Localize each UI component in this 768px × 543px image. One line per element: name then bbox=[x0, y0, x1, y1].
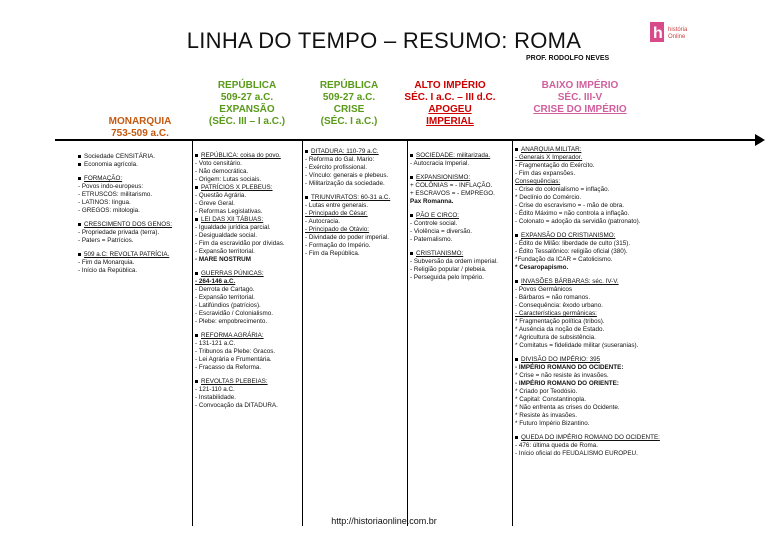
list-item: - Povos indo-europeus: bbox=[78, 183, 144, 190]
bullet-heading: QUEDA DO IMPÉRIO ROMANO DO OCIDENTE: bbox=[515, 434, 685, 442]
column-alto-imperio bbox=[410, 152, 512, 282]
column-republica-crise bbox=[305, 148, 407, 258]
list-item: - Fim das expansões. bbox=[515, 170, 576, 177]
list-item: - Povos Germânicos bbox=[515, 286, 573, 293]
bullet-heading: EXPANSÃO DO CRISTIANISMO: bbox=[515, 232, 685, 240]
list-item: - Fragmentação do Exército. bbox=[515, 162, 595, 169]
period-sub2: (SÉC. III – I a.C.) bbox=[208, 116, 286, 127]
list-item: - Voto censitário. bbox=[195, 160, 242, 167]
svg-text:h: h bbox=[653, 25, 663, 42]
list-item: - Édito de Milão: liberdade de culto (315). bbox=[515, 240, 631, 247]
list-item: - Colonato = adoção da servidão (patronato). bbox=[515, 218, 641, 225]
list-item: - Divindade do poder imperial. bbox=[305, 234, 390, 241]
bullet-heading: REPÚBLICA: coisa do povo. bbox=[195, 152, 301, 160]
list-item: * Cesaropapismo. bbox=[515, 264, 569, 271]
list-item: - 131-121 a.C. bbox=[195, 340, 236, 347]
footer-url[interactable]: http://historiaonline.com.br bbox=[331, 516, 437, 526]
list-item: - Fracasso da Reforma. bbox=[195, 364, 262, 371]
column-republica-expansao bbox=[195, 152, 301, 410]
period-alto-imperio bbox=[390, 80, 510, 128]
list-item: - Subversão da ordem imperial. bbox=[410, 258, 498, 265]
list-item: - Crise do escravismo = - mão de obra. bbox=[515, 202, 625, 209]
period-monarquia bbox=[90, 116, 190, 140]
period-dates: 509-27 a.C. bbox=[322, 92, 376, 103]
list-item: * Criado por Teodósio. bbox=[515, 388, 578, 395]
list-item: - Principado de César: bbox=[305, 210, 368, 217]
list-item: - Início da República. bbox=[78, 267, 138, 274]
list-item: - Escravidão / Colonialismo. bbox=[195, 310, 274, 317]
period-republica-expansao bbox=[192, 80, 302, 128]
list-item: - MARE NOSTRUM bbox=[195, 256, 251, 263]
period-dates: 509-27 a.C. bbox=[220, 92, 274, 103]
list-item: * Futuro Império Bizantino. bbox=[515, 420, 590, 427]
list-item: - Exército profissional. bbox=[305, 164, 367, 171]
bullet-heading: DIVISÃO DO IMPÉRIO: 395 bbox=[515, 356, 685, 364]
list-item: - IMPÉRIO ROMANO DO OCIDENTE: bbox=[515, 364, 624, 371]
list-item: Pax Romanna. bbox=[410, 198, 454, 205]
list-item: - Vínculo: generais e plebeus. bbox=[305, 172, 389, 179]
bullet-heading: PATRÍCIOS X PLEBEUS: bbox=[195, 184, 301, 192]
period-sub: CRISE DO IMPÉRIO bbox=[533, 104, 627, 115]
list-item: - GREGOS: mitologia. bbox=[78, 207, 140, 214]
svg-text:história: história bbox=[668, 27, 688, 33]
list-item: - Crise do colonialismo = inflação. bbox=[515, 186, 610, 193]
period-dates: SÉC. III-V bbox=[557, 92, 603, 103]
list-item: - Fim da República. bbox=[305, 250, 360, 257]
divider bbox=[192, 140, 193, 526]
period-baixo-imperio bbox=[520, 80, 640, 116]
list-item: - Paters = Patrícios. bbox=[78, 237, 134, 244]
list-item: - Propriedade privada (terra). bbox=[78, 229, 160, 236]
list-item: - Principado de Otávio: bbox=[305, 226, 370, 233]
period-sub: EXPANSÃO bbox=[219, 104, 275, 115]
period-name: ALTO IMPÉRIO bbox=[414, 80, 486, 91]
period-dates: 753-509 a.C. bbox=[111, 128, 169, 139]
list-item: - Expansão territorial. bbox=[195, 294, 255, 301]
list-item: - Consequência: êxodo urbano. bbox=[515, 302, 603, 309]
list-item: * Crise = não resiste às invasões. bbox=[515, 372, 609, 379]
period-sub2: IMPERIAL bbox=[426, 116, 474, 127]
bullet-heading: REFORMA AGRÁRIA: bbox=[195, 332, 301, 340]
list-item: - 121-110 a.C. bbox=[195, 386, 235, 393]
divider bbox=[407, 140, 408, 526]
list-item: + ESCRAVOS = - EMPREGO. bbox=[410, 190, 495, 197]
list-item: Consequências: bbox=[515, 178, 561, 185]
list-item: - Início oficial do FEUDALISMO EUROPEU. bbox=[515, 450, 638, 457]
list-item: - Plebe: empobrecimento. bbox=[195, 318, 268, 325]
list-item: - Expansão territorial. bbox=[195, 248, 255, 255]
list-item: - Paternalismo. bbox=[410, 236, 453, 243]
bullet-heading: TRIUNVIRATOS: 60-31 a.C. bbox=[305, 194, 407, 202]
bullet-heading: 509 a.C: REVOLTA PATRÍCIA. bbox=[78, 251, 190, 259]
bullet-heading: ANARQUIA MILITAR: bbox=[515, 146, 685, 154]
period-name: MONARQUIA bbox=[108, 116, 172, 127]
period-name: REPÚBLICA bbox=[319, 80, 379, 91]
period-name: BAIXO IMPÉRIO bbox=[541, 80, 619, 91]
period-sub: CRISE bbox=[333, 104, 365, 115]
list-item: * Resiste às invasões. bbox=[515, 412, 577, 419]
list-item: - Perseguida pelo Império. bbox=[410, 274, 484, 281]
page-title: LINHA DO TEMPO – RESUMO: ROMA bbox=[186, 28, 582, 53]
period-republica-crise bbox=[294, 80, 404, 128]
list-item: - Autocracia. bbox=[305, 218, 340, 225]
list-item: - Questão Agrária. bbox=[195, 192, 247, 199]
list-item: - Édito Máximo = não controla a inflação. bbox=[515, 210, 630, 217]
list-item: - ETRUSCOS: militarismo. bbox=[78, 191, 153, 198]
bullet-heading: GUERRAS PÚNICAS: bbox=[195, 270, 301, 278]
bullet-heading: DITADURA: 110-79 a.C. bbox=[305, 148, 407, 156]
list-item: - Formação do Império. bbox=[305, 242, 371, 249]
list-item: + COLÔNIAS = - INFLAÇÃO. bbox=[410, 182, 493, 189]
list-item: - Características germânicas: bbox=[515, 310, 597, 317]
list-item: - Convocação da DITADURA. bbox=[195, 402, 278, 409]
list-item: * Fragmentação política (tribos). bbox=[515, 318, 605, 325]
logo-icon bbox=[650, 22, 710, 46]
bullet-heading: CRESCIMENTO DOS GENOS: bbox=[78, 221, 190, 229]
list-item: - Reformas Legislativas. bbox=[195, 208, 263, 215]
logo bbox=[650, 22, 710, 46]
column-baixo-imperio bbox=[515, 146, 685, 458]
list-item: - Bárbaros = não romanos. bbox=[515, 294, 591, 301]
list-item: - Tribunos da Plebe: Gracos. bbox=[195, 348, 276, 355]
list-item: - Não democrática. bbox=[195, 168, 249, 175]
list-item: - 476: última queda de Roma. bbox=[515, 442, 598, 449]
bullet: Sociedade CENSITÁRIA. bbox=[78, 153, 190, 161]
bullet: Economia agrícola. bbox=[78, 161, 190, 169]
bullet-heading: SOCIEDADE: militarizada. bbox=[410, 152, 512, 160]
period-sub2: (SÉC. I a.C.) bbox=[320, 116, 378, 127]
bullet-heading: CRISTIANISMO: bbox=[410, 250, 512, 258]
period-name: REPÚBLICA bbox=[217, 80, 277, 91]
list-item: - Fim da Monarquia. bbox=[78, 259, 135, 266]
list-item: - Militarização da sociedade. bbox=[305, 180, 385, 187]
list-item: - IMPÉRIO ROMANO DO ORIENTE: bbox=[515, 380, 619, 387]
list-item: - Greve Geral. bbox=[195, 200, 235, 207]
list-item: - Desigualdade social. bbox=[195, 232, 257, 239]
list-item: * Comitatus = fidelidade militar (suseranias). bbox=[515, 342, 639, 349]
timeline-arrow-icon bbox=[755, 134, 765, 146]
bullet-heading: PÃO E CIRCO: bbox=[410, 212, 512, 220]
list-item: - Instabilidade. bbox=[195, 394, 236, 401]
list-item: - Fim da escravidão por dívidas. bbox=[195, 240, 285, 247]
list-item: - Lei Agrária e Frumentária. bbox=[195, 356, 272, 363]
svg-text:Online: Online bbox=[668, 34, 686, 40]
list-item: - Latifúndios (patrícios). bbox=[195, 302, 261, 309]
list-item: - Autocracia Imperial. bbox=[410, 160, 470, 167]
list-item: *Fundação da ICAR = Catolicismo. bbox=[515, 256, 613, 263]
list-item: - Reforma do Gal. Mario: bbox=[305, 156, 375, 163]
list-item: * Ausência da noção de Estado. bbox=[515, 326, 605, 333]
bullet-heading: FORMAÇÃO: bbox=[78, 175, 190, 183]
list-item: - Édito Tessalônico: religião oficial (380). bbox=[515, 248, 628, 255]
list-item: - Religião popular / plebeia. bbox=[410, 266, 487, 273]
author: PROF. RODOLFO NEVES bbox=[526, 55, 610, 62]
list-item: * Declínio do Comércio. bbox=[515, 194, 582, 201]
list-item: - 264-146 a.C. bbox=[195, 278, 236, 285]
list-item: * Não enfrenta as crises do Ocidente. bbox=[515, 404, 620, 411]
list-item: - Generais X Imperador. bbox=[515, 154, 583, 161]
bullet-heading: LEI DAS XII TÁBUAS: bbox=[195, 216, 301, 224]
bullet-heading: REVOLTAS PLEBEIAS: bbox=[195, 378, 301, 386]
divider bbox=[302, 140, 303, 526]
period-sub: APOGEU bbox=[428, 104, 472, 115]
list-item: - LATINOS: língua. bbox=[78, 199, 131, 206]
list-item: - Controle social. bbox=[410, 220, 458, 227]
column-monarquia bbox=[78, 153, 190, 275]
list-item: - Derrota de Cartago. bbox=[195, 286, 255, 293]
bullet-heading: EXPANSIONISMO: bbox=[410, 174, 512, 182]
list-item: * Capital: Constantinopla. bbox=[515, 396, 587, 403]
list-item: - Violência = diversão. bbox=[410, 228, 473, 235]
divider bbox=[512, 140, 513, 526]
list-item: - Lutas entre generais. bbox=[305, 202, 369, 209]
period-dates: SÉC. I a.C. – III d.C. bbox=[404, 92, 496, 103]
list-item: * Agricultura de subsistência. bbox=[515, 334, 596, 341]
list-item: - Igualdade jurídica parcial. bbox=[195, 224, 271, 231]
list-item: - Origem: Lutas sociais. bbox=[195, 176, 262, 183]
bullet-heading: INVASÕES BÁRBARAS: séc. IV-V. bbox=[515, 278, 685, 286]
